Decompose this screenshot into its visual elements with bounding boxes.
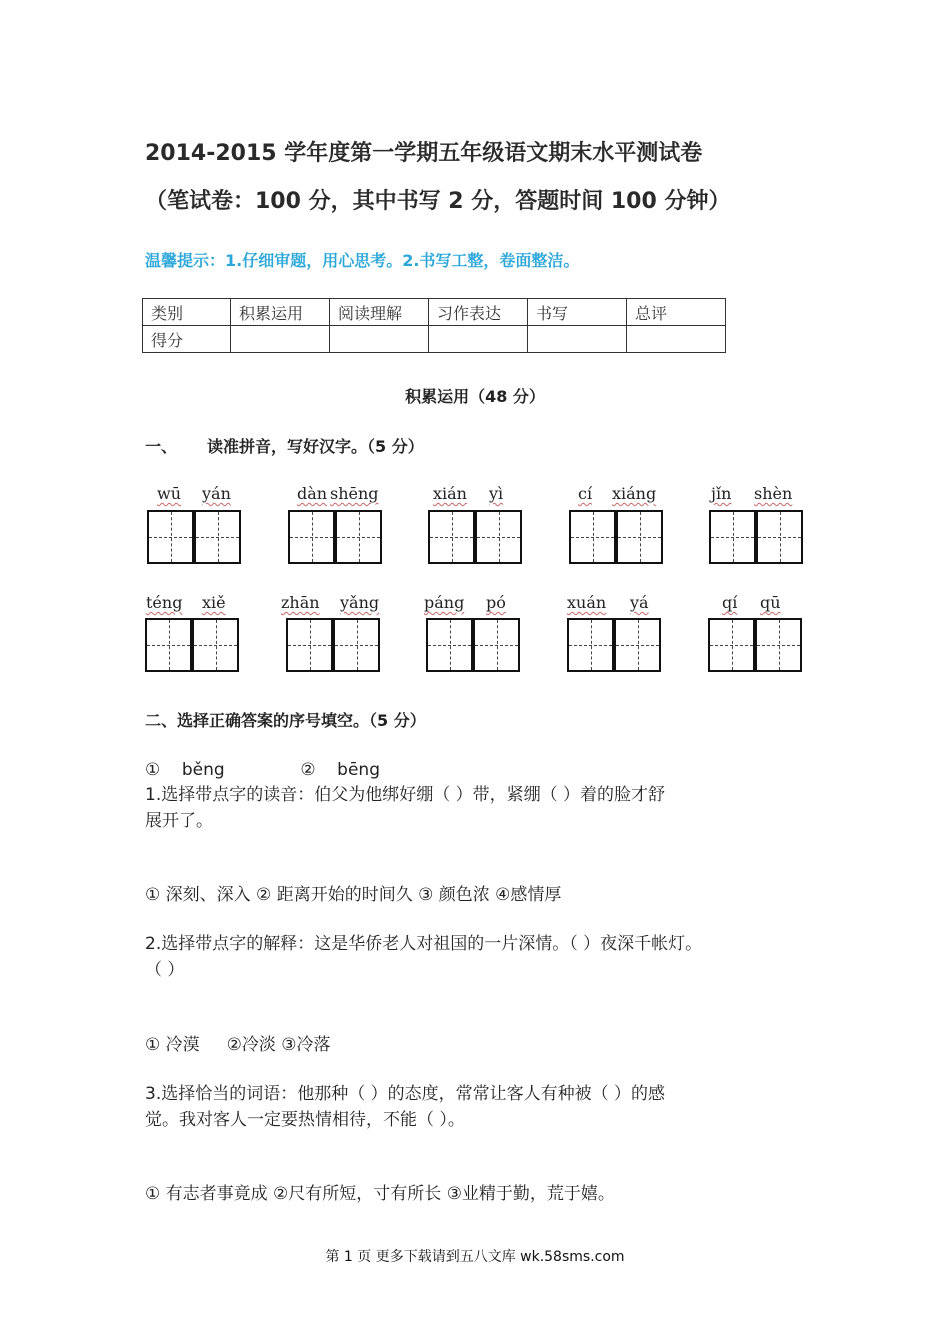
writing-grid[interactable] bbox=[614, 618, 661, 672]
writing-grid[interactable] bbox=[333, 618, 380, 672]
pinyin: yá bbox=[630, 593, 649, 612]
pinyin: zhān bbox=[281, 593, 320, 612]
score-cell bbox=[627, 326, 726, 353]
writing-grid[interactable] bbox=[709, 510, 756, 564]
score-cell bbox=[330, 326, 429, 353]
word-options: ① 冷漠 ②冷淡 ③冷落 bbox=[145, 1035, 331, 1055]
score-table bbox=[142, 298, 726, 353]
tip-text: 温馨提示：1.仔细审题，用心思考。2.书写工整，卷面整洁。 bbox=[145, 251, 580, 270]
pinyin: dàn bbox=[297, 484, 328, 503]
writing-grid[interactable] bbox=[473, 618, 520, 672]
table-cell: 得分 bbox=[143, 326, 231, 353]
writing-grid[interactable] bbox=[708, 618, 755, 672]
writing-grid[interactable] bbox=[286, 618, 333, 672]
table-cell: 积累运用 bbox=[231, 299, 330, 326]
writing-grid[interactable] bbox=[335, 510, 382, 564]
writing-grid[interactable] bbox=[288, 510, 335, 564]
pinyin: qū bbox=[760, 593, 781, 612]
question-text: 读准拼音，写好汉字。（5 分） bbox=[207, 437, 424, 456]
pinyin: jǐn bbox=[711, 484, 732, 503]
question-item: 2.选择带点字的解释：这是华侨老人对祖国的一片深情。（ ）夜深千帐灯。 bbox=[145, 934, 703, 954]
writing-grid[interactable] bbox=[567, 618, 614, 672]
score-cell bbox=[231, 326, 330, 353]
pinyin: xián bbox=[433, 484, 467, 503]
question-1-heading bbox=[145, 434, 424, 457]
writing-grid[interactable] bbox=[192, 618, 239, 672]
page-title: 2014-2015 学年度第一学期五年级语文期末水平测试卷 bbox=[145, 141, 703, 166]
section-title: 积累运用（48 分） bbox=[405, 387, 545, 406]
question-item: 3.选择恰当的词语：他那种（ ）的态度，常常让客人有种被（ ）的感 bbox=[145, 1084, 666, 1104]
writing-grid[interactable] bbox=[428, 510, 475, 564]
pinyin: téng bbox=[146, 593, 183, 612]
table-row bbox=[143, 326, 726, 353]
pinyin: pó bbox=[486, 593, 506, 612]
table-cell: 阅读理解 bbox=[330, 299, 429, 326]
writing-grid[interactable] bbox=[194, 510, 241, 564]
score-cell bbox=[429, 326, 528, 353]
pinyin: yán bbox=[202, 484, 231, 503]
pinyin: xiáng bbox=[612, 484, 657, 503]
writing-grid[interactable] bbox=[145, 618, 192, 672]
table-cell: 习作表达 bbox=[429, 299, 528, 326]
writing-grid[interactable] bbox=[475, 510, 522, 564]
table-cell: 类别 bbox=[143, 299, 231, 326]
writing-grid[interactable] bbox=[616, 510, 663, 564]
writing-grid[interactable] bbox=[569, 510, 616, 564]
table-cell: 书写 bbox=[528, 299, 627, 326]
table-cell: 总评 bbox=[627, 299, 726, 326]
question-item: （ ） bbox=[145, 960, 185, 980]
table-row bbox=[143, 299, 726, 326]
pinyin: yì bbox=[489, 484, 504, 503]
pinyin: wū bbox=[157, 484, 181, 503]
question-2-heading: 二、选择正确答案的序号填空。（5 分） bbox=[145, 711, 426, 730]
writing-grid[interactable] bbox=[756, 510, 803, 564]
question-number: 一、 bbox=[145, 437, 178, 456]
score-cell bbox=[528, 326, 627, 353]
page-subtitle: （笔试卷：100 分，其中书写 2 分，答题时间 100 分钟） bbox=[145, 189, 731, 214]
pinyin: xiě bbox=[202, 593, 226, 612]
pinyin: shèn bbox=[754, 484, 793, 503]
pinyin: páng bbox=[424, 593, 465, 612]
writing-grid[interactable] bbox=[755, 618, 802, 672]
writing-grid[interactable] bbox=[147, 510, 194, 564]
page-footer: 第 1 页 更多下载请到五八文库 wk.58sms.com bbox=[325, 1249, 625, 1265]
idiom-options: ① 有志者事竟成 ②尺有所短，寸有所长 ③业精于勤，荒于嬉。 bbox=[145, 1184, 615, 1204]
meaning-options: ① 深刻、深入 ② 距离开始的时间久 ③ 颜色浓 ④感情厚 bbox=[145, 885, 562, 905]
writing-grid[interactable] bbox=[426, 618, 473, 672]
question-item: 展开了。 bbox=[145, 811, 213, 831]
pinyin: xuán bbox=[567, 593, 607, 612]
pinyin: cí bbox=[578, 484, 593, 503]
question-item: 觉。我对客人一定要热情相待，不能（ ）。 bbox=[145, 1110, 465, 1130]
pinyin: shēng bbox=[330, 484, 379, 503]
question-item: 1.选择带点字的读音：伯父为他绑好绷（ ）带，紧绷（ ）着的脸才舒 bbox=[145, 785, 666, 805]
pronunciation-options: ① běng ② bēng bbox=[145, 760, 380, 780]
pinyin: qí bbox=[722, 593, 738, 612]
pinyin: yǎng bbox=[340, 593, 380, 612]
